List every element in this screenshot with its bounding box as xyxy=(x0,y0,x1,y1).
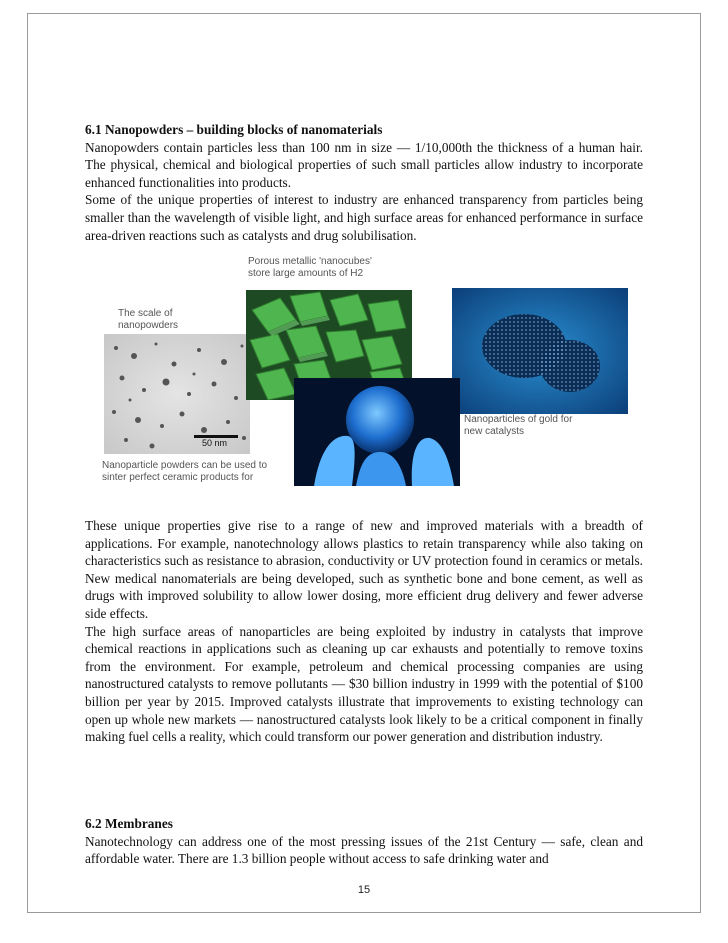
paragraph: These unique properties give rise to a range of new and improved materials with a breadth of applications. For example, nanotechnology allows plastics to retain transparency while also taking on characteristics such as resistance to abrasion, conductivity or UV protection found in ceramics or metals. New medical nanomaterials are being developed, such as synthetic bone and bone cement, as well as drugs with improved solubility to allow lower dosing, more efficient drug delivery and fewer adverse side effects. xyxy=(85,518,643,621)
nanopowder-figure xyxy=(94,254,634,486)
tem-micrograph-graphic xyxy=(104,334,250,454)
paragraph: The high surface areas of nanoparticles are being exploited by industry in catalysts that improve chemical reactions in applications such as cleaning up car exhausts and potentially to remove toxins from the environment. For example, petroleum and chemical processing companies are using nanostructured catalysts to remove pollutants — $30 billion industry in 1999 with the potential of $100 billion per year by 2015. Improved catalysts illustrate that improvements to existing technology can open up whole new markets — nanostructured catalysts look likely to be a critical component in finally making fuel cells a reality, which could transform our power generation and distribution industry. xyxy=(85,623,643,745)
paragraph: Some of the unique properties of interest to industry are enhanced transparency from particles being smaller than the wavelength of visible light, and high surface areas for enhanced performance in surface area-driven reactions such as catalysts and drug solubilisation. xyxy=(85,192,643,243)
section-heading: 6.2 Membranes xyxy=(85,816,173,831)
figure-caption-gold xyxy=(464,414,572,437)
figure-caption-scale xyxy=(118,308,178,331)
caption-line: Nanoparticles of gold for xyxy=(464,414,573,425)
paragraph: Nanotechnology can address one of the most pressing issues of the 21st Century — safe, clean and affordable water. There are 1.3 billion people without access to safe drinking water and xyxy=(85,833,643,867)
ceramic-sphere-graphic xyxy=(294,378,460,486)
caption-line: The scale of xyxy=(118,308,173,319)
section-nanopowders xyxy=(85,121,643,244)
paragraph: Nanopowders contain particles less than 100 nm in size — 1/10,000th the thickness of a human hair. The physical, chemical and biological properties of such small particles allow industry to incorporate enhanced functionalities into products. xyxy=(85,139,643,190)
caption-line: Porous metallic 'nanocubes' xyxy=(248,256,372,267)
ceramic-sphere-image xyxy=(294,378,460,486)
caption-line: new catalysts xyxy=(464,425,525,437)
section-nanopowders-applications xyxy=(85,517,643,746)
section-heading: 6.1 Nanopowders – building blocks of nanomaterials xyxy=(85,122,383,137)
caption-line: store large amounts of H2 xyxy=(248,267,364,279)
gold-nanoparticle-graphic xyxy=(452,288,628,414)
gold-nanoparticle-image xyxy=(452,288,628,414)
figure-caption-ceramic xyxy=(102,460,267,483)
section-membranes xyxy=(85,815,643,868)
scale-bar-label: 50 nm xyxy=(202,438,228,448)
caption-line: nanopowders xyxy=(118,319,179,331)
caption-line: Nanoparticle powders can be used to xyxy=(102,460,268,471)
tem-micrograph-image xyxy=(104,334,250,454)
caption-line: sinter perfect ceramic products for xyxy=(102,471,254,483)
figure-caption-nanocubes xyxy=(248,256,372,279)
page-number: 15 xyxy=(357,884,371,896)
